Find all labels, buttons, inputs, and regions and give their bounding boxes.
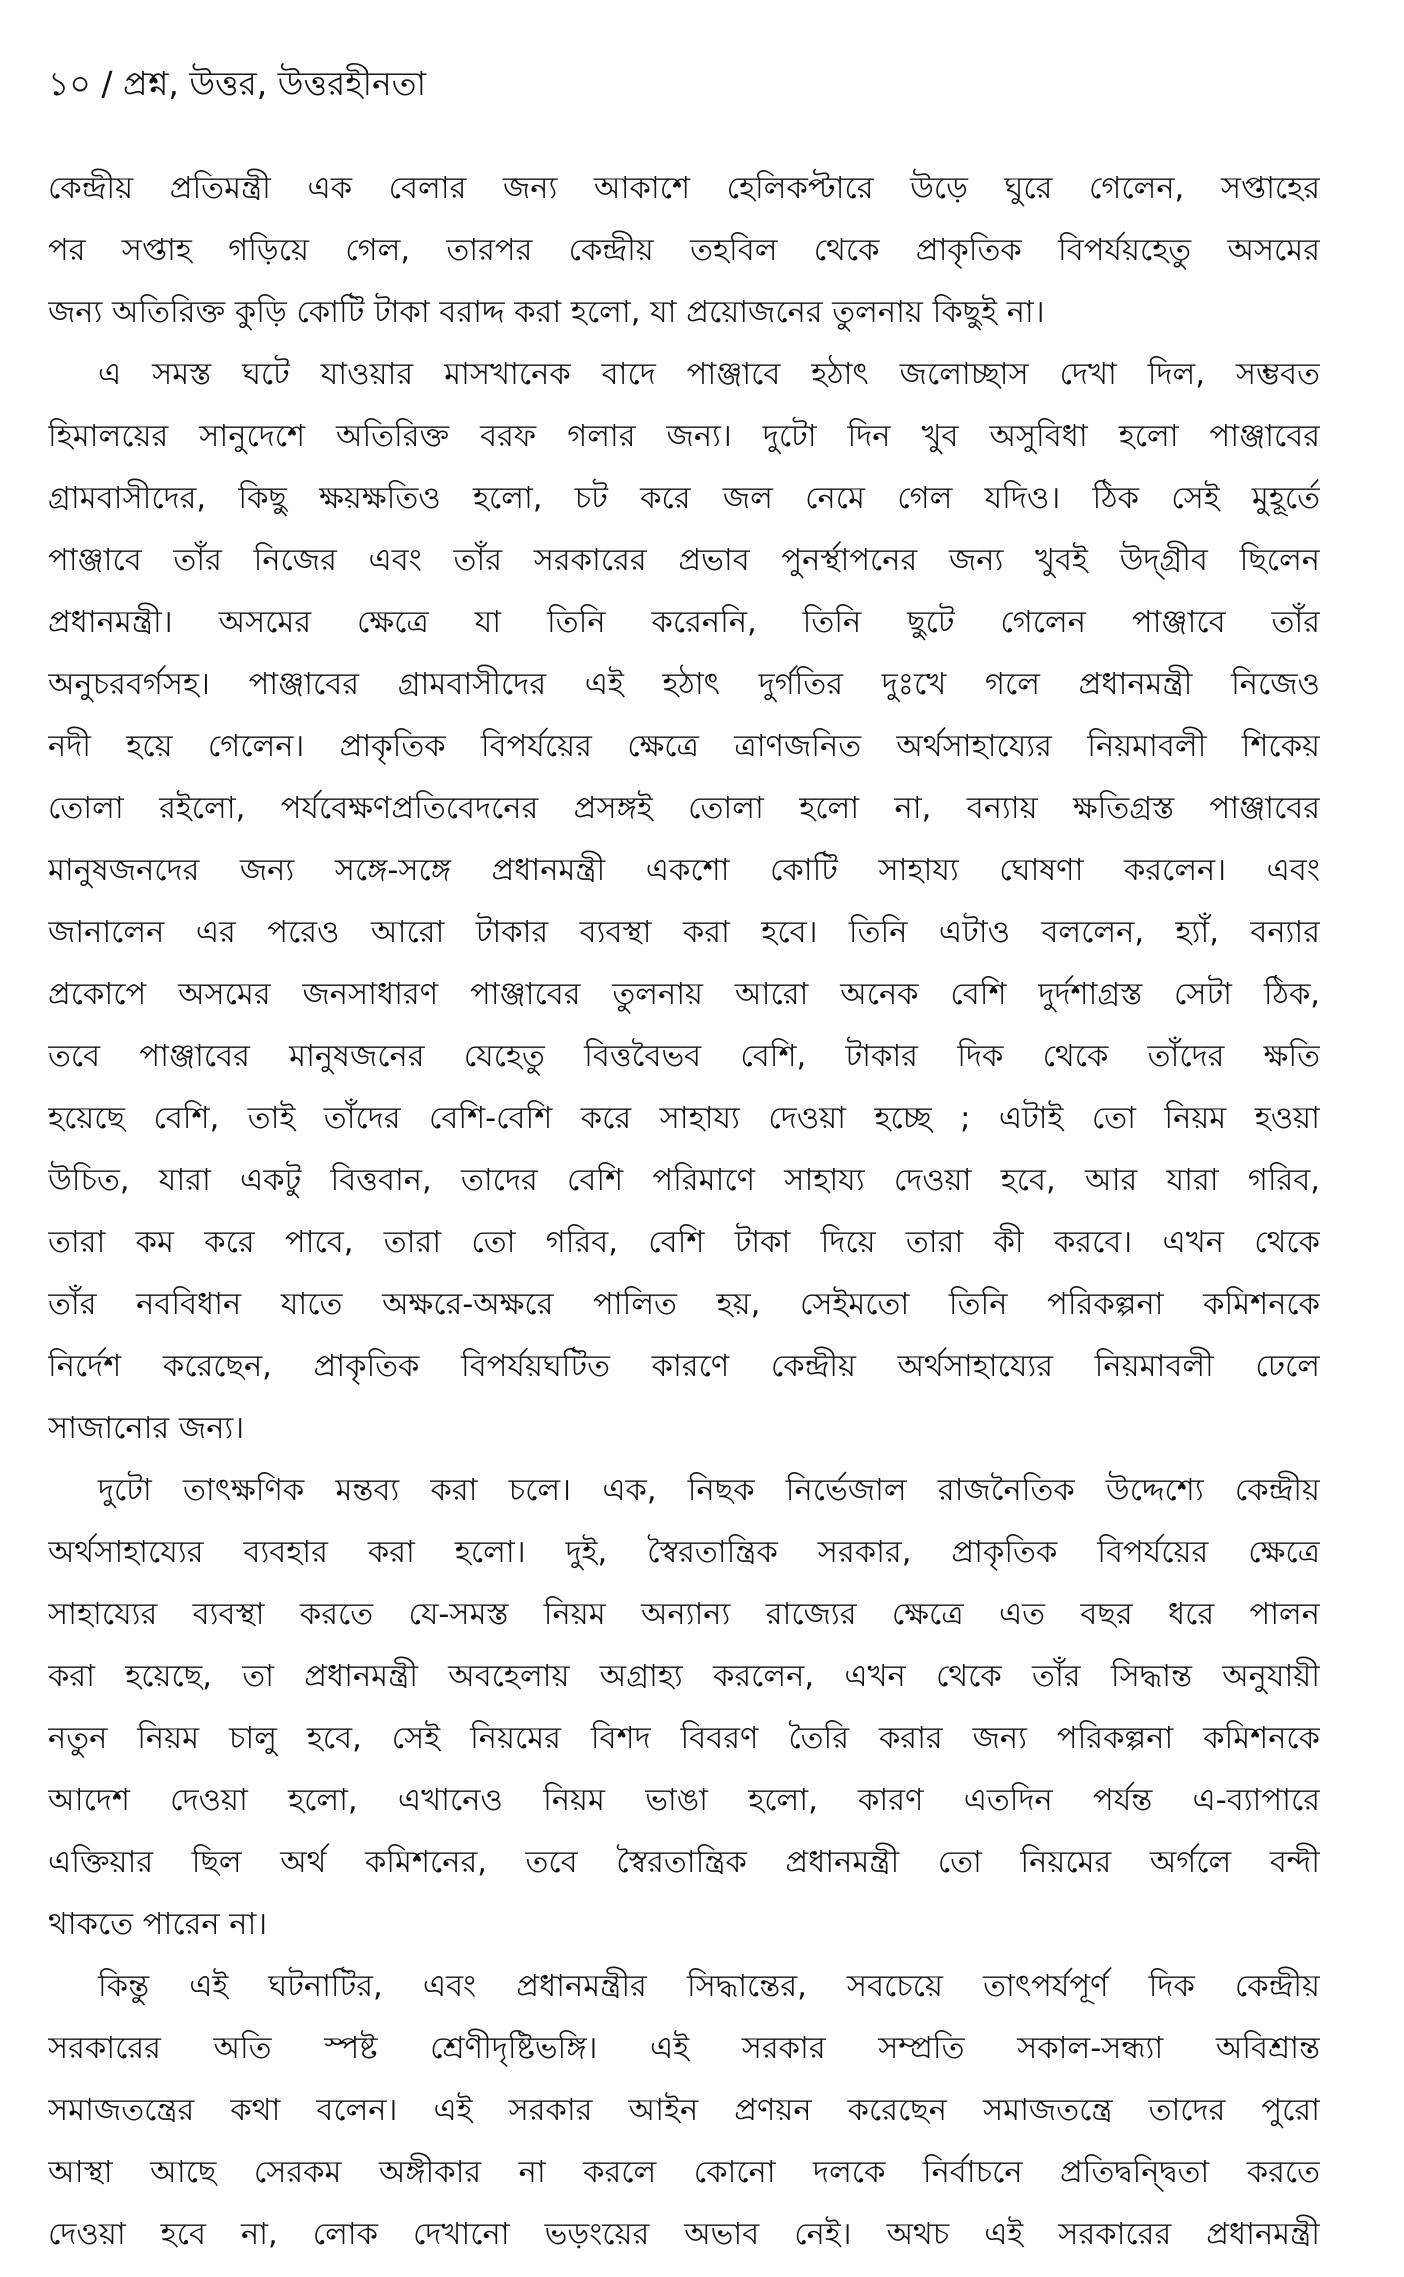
text-line: আস্থা আছে সেরকম অঙ্গীকার না করলে কোনো দলকে নির্বাচনে প্রতিদ্বন্দ্বিতা করতে bbox=[48, 2155, 1320, 2190]
text-line: এক্তিয়ার ছিল অর্থ কমিশনের, তবে স্বৈরতান্ত্রিক প্রধানমন্ত্রী তো নিয়মের অর্গলে বন্দী bbox=[48, 1845, 1320, 1880]
text-line: নতুন নিয়ম চালু হবে, সেই নিয়মের বিশদ বিবরণ তৈরি করার জন্য পরিকল্পনা কমিশনকে bbox=[48, 1721, 1320, 1756]
text-line: হয়েছে বেশি, তাই তাঁদের বেশি-বেশি করে সাহায্য দেওয়া হচ্ছে ; এটাই তো নিয়ম হওয়া bbox=[48, 1101, 1320, 1136]
text-line: কিন্তু এই ঘটনাটির, এবং প্রধানমন্ত্রীর সিদ্ধান্তের, সবচেয়ে তাৎপর্যপূর্ণ দিক কেন্দ্রীয় bbox=[98, 1969, 1320, 2004]
text-line: জানালেন এর পরেও আরো টাকার ব্যবস্থা করা হবে। তিনি এটাও বললেন, হ্যাঁ, বন্যার bbox=[48, 915, 1320, 950]
text-line: অনুচরবর্গসহ। পাঞ্জাবের গ্রামবাসীদের এই হঠাৎ দুর্গতির দুঃখে গলে প্রধানমন্ত্রী নিজেও bbox=[48, 667, 1320, 702]
text-line: মানুষজনদের জন্য সঙ্গে-সঙ্গে প্রধানমন্ত্রী একশো কোটি সাহায্য ঘোষণা করলেন। এবং bbox=[48, 853, 1320, 888]
text-line: পর সপ্তাহ গড়িয়ে গেল, তারপর কেন্দ্রীয় তহবিল থেকে প্রাকৃতিক বিপর্যয়হেতু অসমের bbox=[48, 233, 1320, 268]
text-line: কেন্দ্রীয় প্রতিমন্ত্রী এক বেলার জন্য আকাশে হেলিকপ্টারে উড়ে ঘুরে গেলেন, সপ্তাহের bbox=[48, 171, 1320, 206]
text-line: পাঞ্জাবে তাঁর নিজের এবং তাঁর সরকারের প্রভাব পুনর্স্থাপনের জন্য খুবই উদ্‌গ্রীব ছিলেন bbox=[48, 543, 1320, 578]
text-line: তবে পাঞ্জাবের মানুষজনের যেহেতু বিত্তবৈভব বেশি, টাকার দিক থেকে তাঁদের ক্ষতি bbox=[48, 1039, 1320, 1074]
text-line: করা হয়েছে, তা প্রধানমন্ত্রী অবহেলায় অগ্রাহ্য করলেন, এখন থেকে তাঁর সিদ্ধান্ত অনুযায়ী bbox=[48, 1659, 1320, 1694]
text-line: সাজানোর জন্য। bbox=[48, 1411, 245, 1446]
body-text bbox=[48, 158, 1320, 2266]
text-line: থাকতে পারেন না। bbox=[48, 1907, 268, 1942]
text-line: প্রকোপে অসমের জনসাধারণ পাঞ্জাবের তুলনায় আরো অনেক বেশি দুর্দশাগ্রস্ত সেটা ঠিক, bbox=[48, 977, 1320, 1012]
text-line: এ সমস্ত ঘটে যাওয়ার মাসখানেক বাদে পাঞ্জাবে হঠাৎ জলোচ্ছাস দেখা দিল, সম্ভবত bbox=[98, 357, 1320, 392]
text-line: জন্য অতিরিক্ত কুড়ি কোটি টাকা বরাদ্দ করা হলো, যা প্রয়োজনের তুলনায় কিছুই না। bbox=[48, 295, 1045, 330]
text-line: তাঁর নববিধান যাতে অক্ষরে-অক্ষরে পালিত হয়, সেইমতো তিনি পরিকল্পনা কমিশনকে bbox=[48, 1287, 1320, 1322]
text-line: নদী হয়ে গেলেন। প্রাকৃতিক বিপর্যয়ের ক্ষেত্রে ত্রাণজনিত অর্থসাহায্যের নিয়মাবলী শিকেয় bbox=[48, 729, 1320, 764]
text-line: প্রধানমন্ত্রী। অসমের ক্ষেত্রে যা তিনি করেননি, তিনি ছুটে গেলেন পাঞ্জাবে তাঁর bbox=[48, 605, 1320, 640]
text-line: দেওয়া হবে না, লোক দেখানো ভড়ংয়ের অভাব নেই। অথচ এই সরকারের প্রধানমন্ত্রী bbox=[48, 2217, 1320, 2252]
text-line: উচিত, যারা একটু বিত্তবান, তাদের বেশি পরিমাণে সাহায্য দেওয়া হবে, আর যারা গরিব, bbox=[48, 1163, 1320, 1198]
text-line: সরকারের অতি স্পষ্ট শ্রেণীদৃষ্টিভঙ্গি। এই সরকার সম্প্রতি সকাল-সন্ধ্যা অবিশ্রান্ত bbox=[48, 2031, 1320, 2066]
text-line: অর্থসাহায্যের ব্যবহার করা হলো। দুই, স্বৈরতান্ত্রিক সরকার, প্রাকৃতিক বিপর্যয়ের ক্ষেত্রে bbox=[48, 1535, 1320, 1570]
text-line: তারা কম করে পাবে, তারা তো গরিব, বেশি টাকা দিয়ে তারা কী করবে। এখন থেকে bbox=[48, 1225, 1320, 1260]
text-line: সমাজতন্ত্রের কথা বলেন। এই সরকার আইন প্রণয়ন করেছেন সমাজতন্ত্রে তাদের পুরো bbox=[48, 2093, 1320, 2128]
text-line: আদেশ দেওয়া হলো, এখানেও নিয়ম ভাঙা হলো, কারণ এতদিন পর্যন্ত এ-ব্যাপারে bbox=[48, 1783, 1320, 1818]
text-line: দুটো তাৎক্ষণিক মন্তব্য করা চলে। এক, নিছক নির্ভেজাল রাজনৈতিক উদ্দেশ্যে কেন্দ্রীয় bbox=[98, 1473, 1320, 1508]
text-line: হিমালয়ের সানুদেশে অতিরিক্ত বরফ গলার জন্য। দুটো দিন খুব অসুবিধা হলো পাঞ্জাবের bbox=[48, 419, 1320, 454]
text-line: গ্রামবাসীদের, কিছু ক্ষয়ক্ষতিও হলো, চট করে জল নেমে গেল যদিও। ঠিক সেই মুহূর্তে bbox=[48, 481, 1320, 516]
running-head: ১০ / প্রশ্ন, উত্তর, উত্তরহীনতা bbox=[48, 64, 427, 103]
text-line: তোলা রইলো, পর্যবেক্ষণপ্রতিবেদনের প্রসঙ্গই তোলা হলো না, বন্যায় ক্ষতিগ্রস্ত পাঞ্জাবের bbox=[48, 791, 1320, 826]
text-line: সাহায্যের ব্যবস্থা করতে যে-সমস্ত নিয়ম অন্যান্য রাজ্যের ক্ষেত্রে এত বছর ধরে পালন bbox=[48, 1597, 1320, 1632]
text-line: নির্দেশ করেছেন, প্রাকৃতিক বিপর্যয়ঘটিত কারণে কেন্দ্রীয় অর্থসাহায্যের নিয়মাবলী ঢেলে bbox=[48, 1349, 1320, 1384]
